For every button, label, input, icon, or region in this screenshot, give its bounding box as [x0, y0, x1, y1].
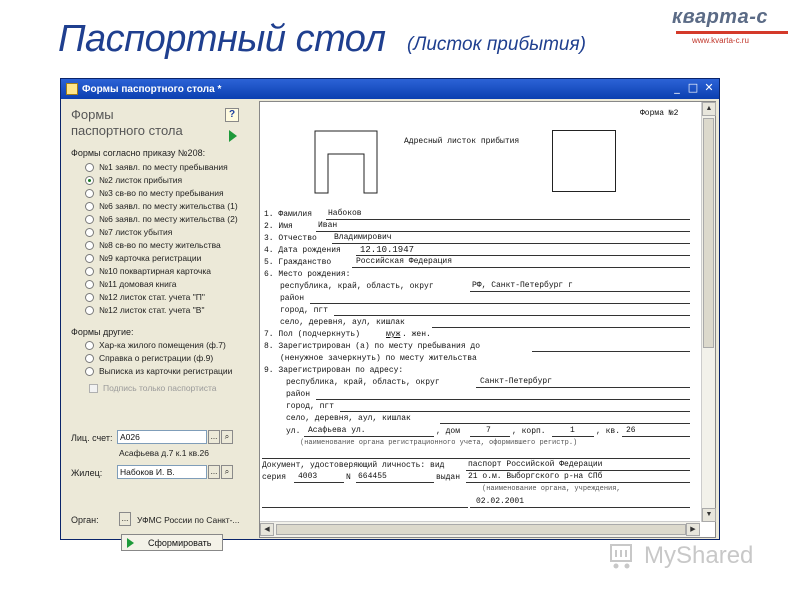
organ-label: Орган: [71, 515, 99, 525]
issued-label: выдан [436, 473, 461, 482]
vertical-scroll-thumb[interactable] [703, 118, 714, 348]
field-citizenship-value: Российская Федерация [356, 257, 453, 266]
address-city-label: город, пгт [286, 402, 335, 411]
document-heading: Адресный листок прибытия [404, 137, 520, 146]
form-other-option-label: Выписка из карточки регистрации [99, 366, 233, 376]
radio-button[interactable] [85, 241, 94, 250]
underline [532, 351, 690, 352]
address-street-value: Асафьева ул. [308, 426, 366, 435]
form-208-option[interactable] [85, 161, 228, 173]
app-window [60, 78, 720, 548]
birthplace-city-label: город, пгт [280, 306, 329, 315]
form-208-option-label: №2 листок прибытия [99, 175, 183, 185]
radio-button[interactable] [85, 189, 94, 198]
underline [470, 507, 690, 508]
radio-button[interactable] [85, 228, 94, 237]
radio-button[interactable] [85, 341, 94, 350]
magnifier-icon: ⌕ [224, 467, 230, 476]
form-208-option-label: №6 заявл. по месту жительства (1) [99, 201, 238, 211]
field-name-label: 2. Имя [264, 222, 293, 231]
magnifier-icon: ⌕ [224, 432, 230, 441]
scroll-right-arrow-icon[interactable]: ▶ [686, 523, 700, 536]
field-sex-male: муж [386, 330, 401, 339]
underline [352, 267, 690, 268]
signature-checkbox-label: Подпись только паспортиста [103, 383, 217, 393]
radio-button[interactable] [85, 215, 94, 224]
radio-button[interactable] [85, 254, 94, 263]
radio-button[interactable] [85, 202, 94, 211]
radio-button[interactable] [85, 293, 94, 302]
field-surname-value: Набоков [328, 209, 362, 218]
form-208-option-label: №7 листок убытия [99, 227, 173, 237]
field-name-value: Иван [318, 221, 338, 230]
form-208-option[interactable] [85, 239, 221, 251]
address-district-label: район [286, 390, 311, 399]
generate-button[interactable] [121, 534, 223, 551]
birthplace-region-label: республика, край, область, округ [280, 282, 434, 291]
watermark [608, 538, 768, 574]
radio-button[interactable] [85, 176, 94, 185]
underline [310, 303, 690, 304]
help-button[interactable]: ? [225, 108, 239, 122]
address-building-value: 1 [570, 426, 575, 435]
scroll-up-arrow-icon[interactable]: ▲ [702, 102, 716, 116]
address-building-label: , корп. [512, 427, 546, 436]
field-address-label: 9. Зарегистрирован по адресу: [264, 366, 404, 375]
address-village-label: село, деревня, аул, кишлак [286, 414, 411, 423]
stamp-box [552, 130, 616, 192]
resident-input[interactable]: Набоков И. В. [117, 465, 207, 479]
app-icon [66, 83, 78, 95]
field-stay-label: 8. Зарегистрирован (а) по месту пребывания до [264, 342, 481, 351]
form-other-option[interactable] [85, 352, 213, 364]
form-208-option[interactable] [85, 278, 176, 290]
resident-lookup-button[interactable] [221, 465, 233, 479]
form-208-option-label: №9 карточка регистрации [99, 253, 202, 263]
field-citizenship-label: 5. Гражданство [264, 258, 332, 267]
underline [466, 482, 690, 483]
underline [432, 327, 690, 328]
underline [294, 482, 344, 483]
underline [440, 423, 690, 424]
horizontal-scrollbar[interactable] [260, 521, 700, 537]
underline [622, 436, 690, 437]
form-208-option-label: №12 листок стат. учета "В" [99, 305, 205, 315]
form-other-option-label: Справка о регистрации (ф.9) [99, 353, 214, 363]
field-surname-label: 1. Фамилия [264, 210, 313, 219]
issued-value: 21 о.м. Выборгского р-на СПб [468, 472, 603, 481]
number-label: N [346, 473, 351, 482]
organ-value: УФМС России по Санкт-... [137, 515, 240, 525]
organ-select-button[interactable]: ... [119, 512, 131, 526]
series-value: 4003 [298, 472, 318, 481]
radio-button[interactable] [85, 367, 94, 376]
underline [316, 231, 690, 232]
form-other-option[interactable] [85, 365, 232, 377]
field-birthdate-label: 4. Дата рождения [264, 246, 341, 255]
radio-button[interactable] [85, 163, 94, 172]
number-value: 664455 [358, 472, 387, 481]
form-208-option-label: №10 поквартирная карточка [99, 266, 211, 276]
group-forms-208-label: Формы согласно приказу №208: [71, 148, 206, 158]
form-208-option[interactable] [85, 174, 182, 186]
birthplace-region-value: РФ, Санкт-Петербург г [472, 281, 573, 290]
address-house-value: 7 [486, 426, 491, 435]
account-select-button[interactable]: ... [208, 430, 220, 444]
panel-title-line1: Формы [71, 107, 114, 122]
birthplace-village-label: село, деревня, аул, кишлак [280, 318, 405, 327]
form-208-option[interactable] [85, 265, 211, 277]
play-icon [127, 538, 134, 548]
forms-panel [63, 100, 255, 548]
underline [316, 399, 690, 400]
field-sex-label: 7. Пол (подчеркнуть) [264, 330, 361, 339]
radio-button[interactable] [85, 306, 94, 315]
close-button[interactable]: ✕ [704, 81, 714, 94]
separator [262, 458, 690, 459]
form-208-option[interactable] [85, 304, 204, 316]
radio-button[interactable] [85, 280, 94, 289]
form-208-option[interactable] [85, 187, 224, 199]
form-208-option-label: №1 заявл. по месту пребывания [99, 162, 228, 172]
resident-label: Жилец: [71, 468, 103, 478]
underline [356, 255, 690, 256]
slide-subtitle: (Листок прибытия) [407, 34, 586, 55]
generate-button-label: Сформировать [148, 537, 212, 548]
form-208-option[interactable] [85, 291, 205, 303]
panel-title-line2: паспортного стола [71, 123, 183, 138]
address-region-value: Санкт-Петербург [480, 377, 553, 386]
window-titlebar[interactable] [61, 79, 719, 99]
address-region-label: республика, край, область, округ [286, 378, 440, 387]
cart-icon [608, 541, 638, 571]
account-input[interactable]: А026 [117, 430, 207, 444]
id-document-kind: паспорт Российской Федерации [468, 460, 603, 469]
field-patronymic-label: 3. Отчество [264, 234, 317, 243]
address-flat-label: , кв. [596, 427, 621, 436]
issuer-hint: (наименование органа, учреждения, [482, 485, 621, 493]
document-preview[interactable] [259, 101, 716, 538]
scroll-down-arrow-icon[interactable]: ▼ [702, 508, 716, 522]
form-other-option-label: Хар-ка жилого помещения (ф.7) [99, 340, 226, 350]
panel-title [71, 107, 183, 139]
underline [334, 315, 690, 316]
underline [326, 219, 690, 220]
brand-logo [672, 6, 790, 46]
address-flat-value: 26 [626, 426, 636, 435]
maximize-button[interactable]: □ [687, 81, 699, 94]
field-birthplace-label: 6. Место рождения: [264, 270, 351, 279]
underline [332, 243, 690, 244]
series-label: серия [262, 473, 287, 482]
watermark-text: MyShared [644, 542, 754, 569]
field-birthdate-value: 12.10.1947 [360, 245, 415, 255]
scroll-left-arrow-icon[interactable]: ◀ [260, 523, 274, 536]
registration-organ-hint: (наименование органа регистрационного учета, оформившего регистр.) [300, 439, 578, 447]
document-page [260, 102, 700, 520]
underline [262, 507, 468, 508]
field-patronymic-value: Владимирович [334, 233, 392, 242]
underline [340, 411, 690, 412]
account-address: Асафьева д.7 к.1 кв.26 [119, 448, 209, 458]
window-title: Формы паспортного стола * [82, 83, 222, 95]
photo-placeholder-frame [314, 130, 378, 194]
address-street-label: ул. [286, 427, 301, 436]
form-other-option[interactable] [85, 339, 226, 351]
play-icon[interactable] [229, 130, 237, 142]
minimize-button[interactable]: _ [674, 81, 680, 94]
field-stay-note: (ненужное зачеркнуть) по месту жительства [280, 354, 477, 363]
id-document-label: Документ, удостоверяющий личность: вид [262, 461, 445, 470]
resident-select-button[interactable]: ... [208, 465, 220, 479]
brand-name: кварта-с [672, 6, 768, 28]
radio-button[interactable] [85, 354, 94, 363]
signature-checkbox-row[interactable] [89, 383, 217, 393]
underline [470, 436, 510, 437]
form-208-option-label: №6 заявл. по месту жительства (2) [99, 214, 238, 224]
account-lookup-button[interactable] [221, 430, 233, 444]
form-208-option[interactable] [85, 200, 238, 212]
group-forms-other-label: Формы другие: [71, 327, 134, 337]
slide-title: Паспортный стол [58, 18, 386, 60]
signature-checkbox[interactable] [89, 384, 98, 393]
issue-date-value: 02.02.2001 [476, 497, 525, 506]
form-208-option[interactable] [85, 252, 201, 264]
underline [552, 436, 594, 437]
address-house-label: , дом [436, 427, 461, 436]
brand-url: www.kvarta-c.ru [692, 36, 749, 45]
form-208-option-label: №8 св-во по месту жительства [99, 240, 221, 250]
underline [466, 470, 690, 471]
underline [476, 387, 690, 388]
horizontal-scroll-thumb[interactable] [276, 524, 686, 535]
form-208-option[interactable] [85, 226, 172, 238]
form-number: Форма №2 [640, 109, 679, 118]
form-208-option-label: №12 листок стат. учета "П" [99, 292, 205, 302]
form-208-option-label: №11 домовая книга [99, 279, 177, 289]
vertical-scrollbar[interactable] [701, 102, 715, 522]
underline [470, 291, 690, 292]
underline [356, 482, 434, 483]
underline [304, 436, 434, 437]
form-208-option-label: №3 св-во по месту пребывания [99, 188, 224, 198]
radio-button[interactable] [85, 267, 94, 276]
brand-underline [676, 31, 788, 34]
field-sex-female: . жен. [402, 330, 431, 339]
birthplace-district-label: район [280, 294, 305, 303]
account-label: Лиц. счет: [71, 433, 113, 443]
form-208-option[interactable] [85, 213, 238, 225]
